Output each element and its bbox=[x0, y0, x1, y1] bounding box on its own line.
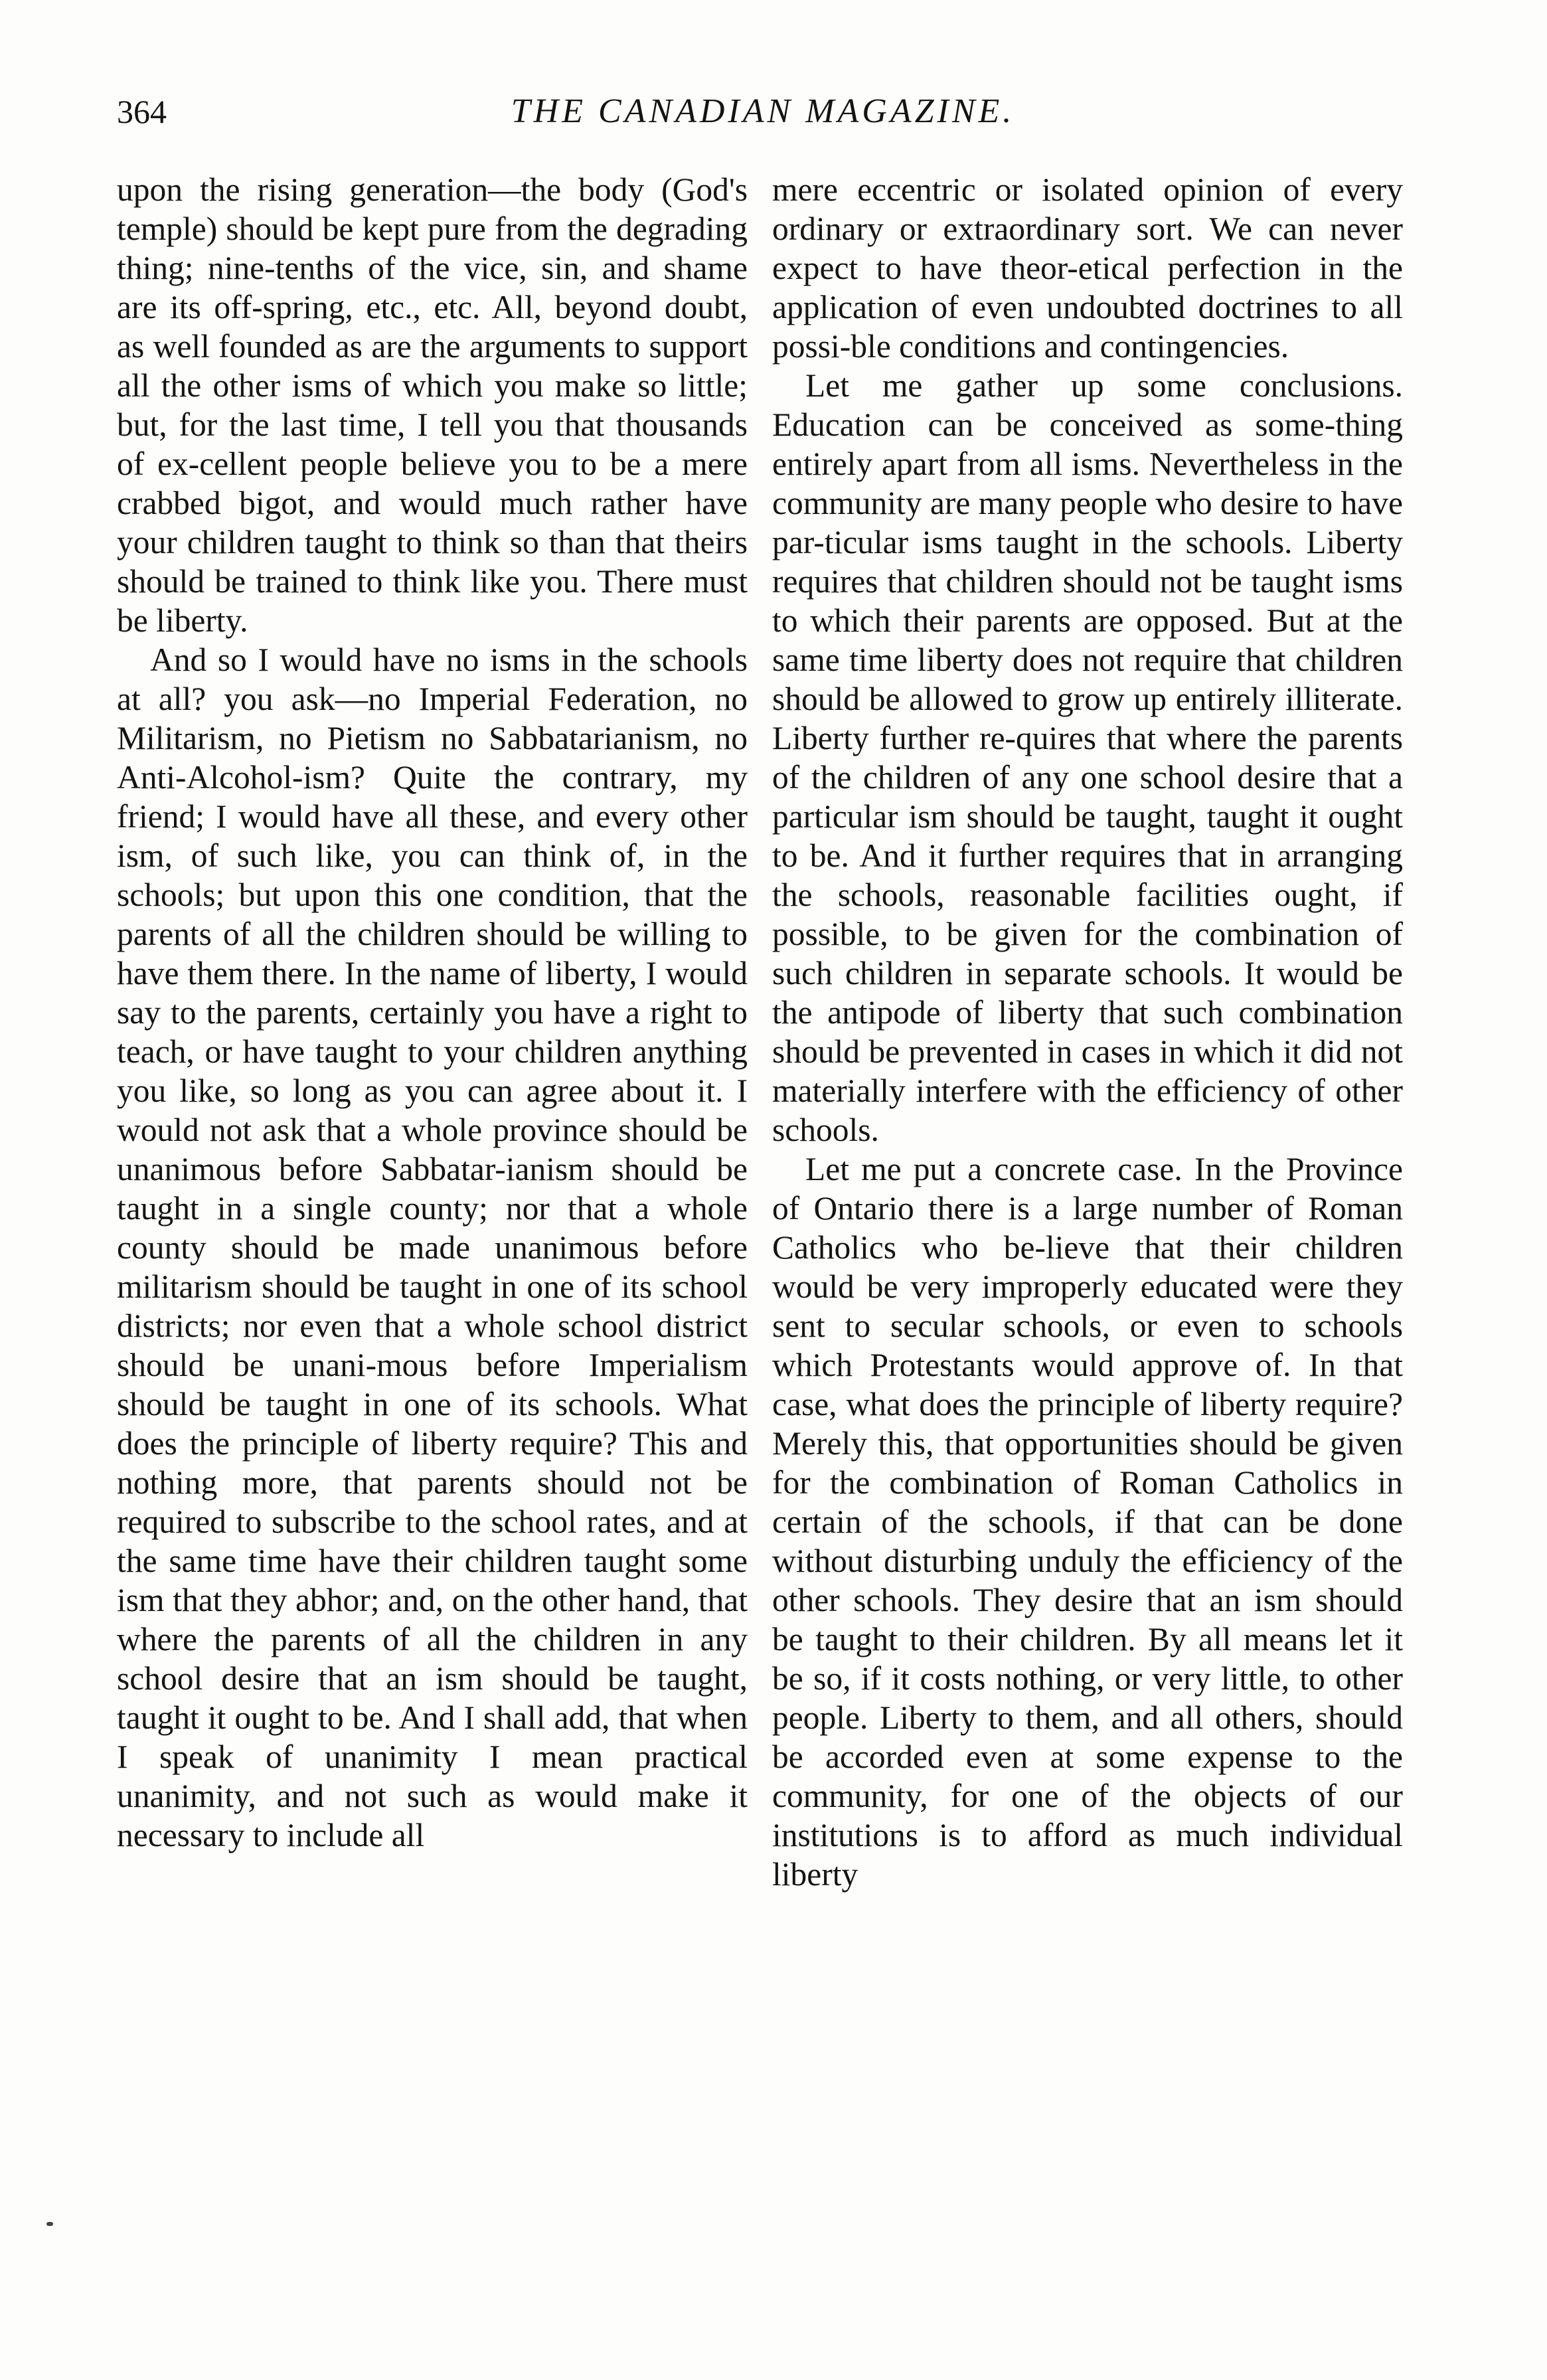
paragraph: mere eccentric or isolated opinion of every ordinary or extraordinary sort. We can never expect to have theor-etical perfection in the application of even undoubted doctrines to all possi-ble conditions and contingencies. bbox=[772, 171, 1403, 365]
paragraph: Let me put a concrete case. In the Province of Ontario there is a large number of Roman Catholics who be-lieve that their children would be very improperly educated were they sent to secular schools, or even to schools which Protestants would approve of. In that case, what does the principle of liberty require? Merely this, that opportunities should be given for the combination of Roman Catholics in certain of the schools, if that can be done without disturbing unduly the efficiency of the other schools. They desire that an ism should be taught to their children. By all means let it be so, if it costs nothing, or very little, to other people. Liberty to them, and all others, should be accorded even at some expense to the community, for one of the objects of our institutions is to afford as much individual liberty bbox=[772, 1151, 1403, 1893]
paragraph: Let me gather up some conclusions. Education can be conceived as some-thing entirely apart from all isms. Nevertheless in the community are many people who desire to have par-ticular isms taught in the schools. Liberty requires that children should not be taught isms to which their parents are opposed. But at the same time liberty does not require that children should be allowed to grow up entirely illiterate. Liberty further re-quires that where the parents of the children of any one school desire that a particular ism should be taught, taught it ought to be. And it further requires that in arranging the schools, reasonable facilities ought, if possible, to be given for the combination of such children in separate schools. It would be the antipode of liberty that such combination should be prevented in cases in which it did not materially interfere with the efficiency of other schools. bbox=[772, 367, 1403, 1148]
right-column bbox=[772, 170, 1403, 2229]
magazine-title: THE CANADIAN MAGAZINE. bbox=[511, 92, 1015, 130]
paragraph: upon the rising generation—the body (God's temple) should be kept pure from the degrading thing; nine-tenths of the vice, sin, and shame are its off-spring, etc., etc. All, beyond doubt, as well founded as are the arguments to support all the other isms of which you make so little; but, for the last time, I tell you that thousands of ex-cellent people believe you to be a mere crabbed bigot, and would much rather have your children taught to think so than that theirs should be trained to think like you. There must be liberty. bbox=[117, 171, 748, 639]
running-head bbox=[117, 85, 1409, 138]
ink-speck bbox=[46, 2222, 53, 2226]
left-column bbox=[117, 170, 748, 2229]
page-number: 364 bbox=[117, 93, 167, 130]
paragraph: And so I would have no isms in the schools at all? you ask—no Imperial Federation, no Militarism, no Pietism no Sabbatarianism, no Anti-Alcohol-ism? Quite the contrary, my friend; I would have all these, and every other ism, of such like, you can think of, in the schools; but upon this one condition, that the parents of all the children should be willing to have them there. In the name of liberty, I would say to the parents, certainly you have a right to teach, or have taught to your children anything you like, so long as you can agree about it. I would not ask that a whole province should be unanimous before Sabbatar-ianism should be taught in a single county; nor that a whole county should be made unanimous before militarism should be taught in one of its school districts; nor even that a whole school district should be unani-mous before Imperialism should be taught in one of its schools. What does the principle of liberty require? This and nothing more, that parents should not be required to subscribe to the school rates, and at the same time have their children taught some ism that they abhor; and, on the other hand, that where the parents of all the children in any school desire that an ism should be taught, taught it ought to be. And I shall add, that when I speak of unanimity I mean practical unanimity, and not such as would make it necessary to include all bbox=[117, 641, 748, 1853]
